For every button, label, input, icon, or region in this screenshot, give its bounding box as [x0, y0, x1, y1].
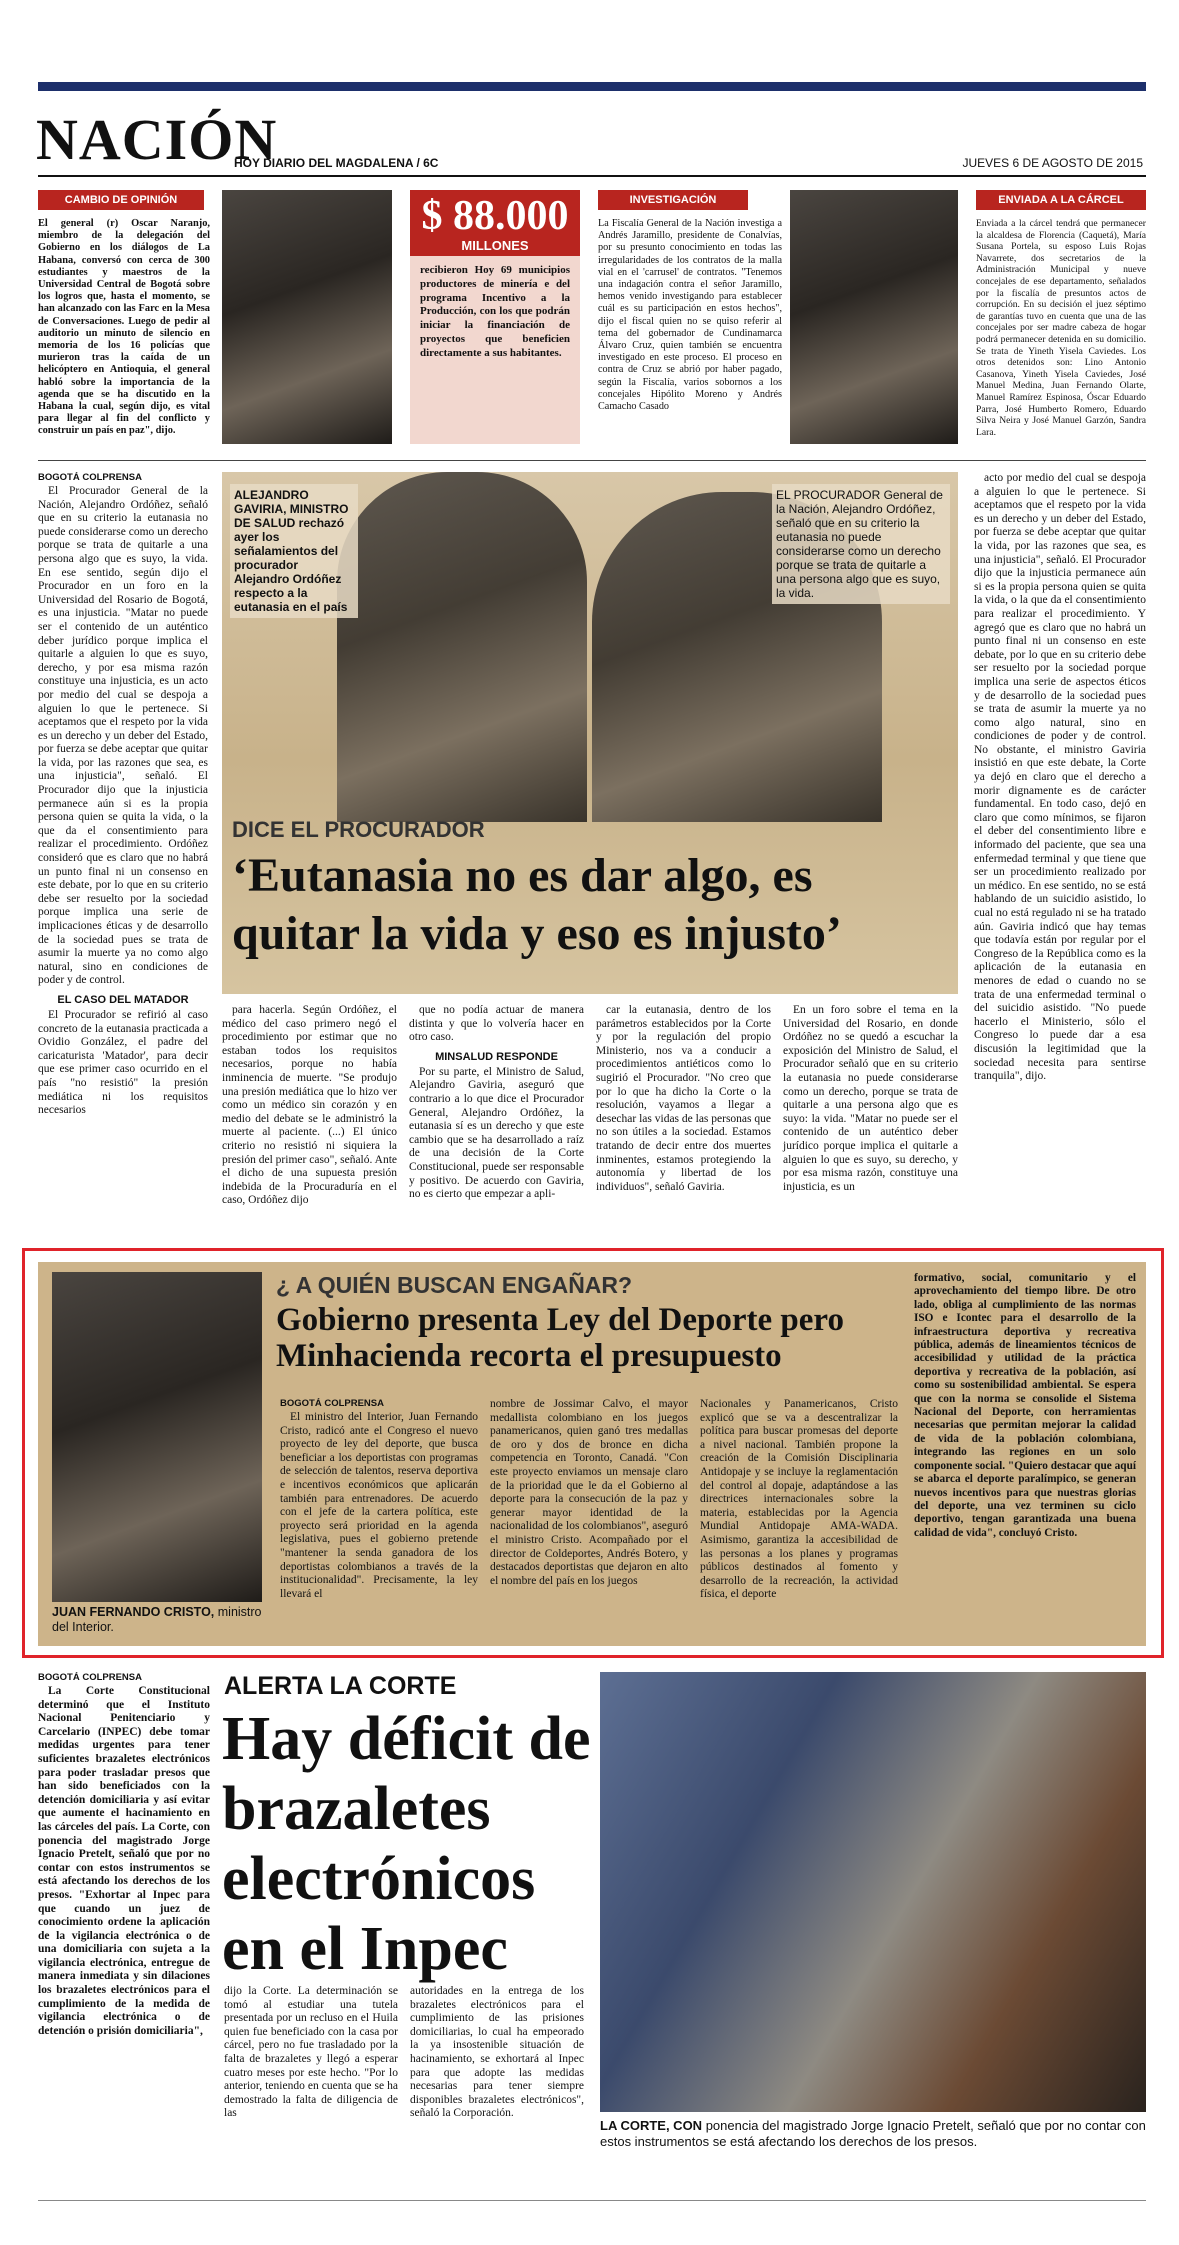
- col-b2b: Por su parte, el Ministro de Salud, Alejandro Gaviria, aseguró que contrario a lo que dice el Procurador General, Alejandro Ordóñez, la eutanasia sí es un derecho y que este cambio que se ha desarrollado a raíz de una decisión de la Corte Constitucional, puede ser responsable y positivo. De acuerdo con Gaviria, no es cierto que empezar a apli-: [409, 1065, 584, 1201]
- cristo-caption: [52, 1605, 262, 1635]
- naranjo-photo: [222, 190, 392, 444]
- inpec-mid-columns: [224, 1985, 584, 2168]
- cristo-caption-role: ministro del Interior.: [52, 1605, 262, 1634]
- investigation-text: La Fiscalía General de la Nación investiga a Andrés Jaramillo, presidente de Conalvías, por su presunto conocimiento en todas las irregularidades de los contratos de la malla vial en el 'carrusel' de contratos. "Tenemos una indagación contra el señor Jaramillo, hemos venido investigando para establecer cuál es su participación en estos hechos", dijo el fiscal quien no se quiso referir al tema del gobernador de Cundinamarca Álvaro Cruz, quien también se encuentra investigado en este proceso. El proceso en contra de Cruz se abrió por haber pagado, según la Fiscalía, varios sobornos a los concejales Hipólito Moreno y Andrés Camacho Casado: [598, 218, 782, 413]
- top-rule: [38, 82, 1146, 91]
- jail-tag: ENVIADA A LA CÁRCEL: [976, 190, 1146, 210]
- col-b2: que no podía actuar de manera distinta y que lo volvería hacer en otro caso.: [409, 1004, 584, 1044]
- col-b1: para hacerla. Según Ordóñez, el médico del caso primero negó el procedimiento por estimar que no estaban todos los requisitos necesarios, porque no había inminencia de muerte. "Se produjo una presión mediática que lo hizo ver como un médico sin corazón y en medio del debate se le administró la muerte al paciente. (...) El único criterio no resistió ni siquiera la presión del primer caso", señaló. Ante el dicho de una supuesta presión indebida de la Procuraduría en el caso, Ordóñez dijo: [222, 1004, 397, 1207]
- inpec-left-column: [38, 1672, 210, 2168]
- money-unit: MILLONES: [461, 238, 529, 253]
- euthanasia-headline: ‘Eutanasia no es dar algo, es quitar la vida y eso es injusto’: [232, 849, 842, 960]
- inpec-caption-bold: LA CORTE, CON: [600, 2118, 703, 2133]
- jaramillo-photo: [790, 190, 958, 444]
- euthanasia-photo: [222, 472, 958, 994]
- euthanasia-bottom-columns: [222, 1004, 958, 1252]
- inpec-col-mid2: autoridades en la entrega de los brazaletes electrónicos para el cumplimiento de las prisiones domiciliarias, lo cual ha empeorado la ya insostenible situación de hacinamiento, se exhortará al Inpec para que adopte las medidas necesarias para tener siempre disponibles brazaletes electrónicos", señaló la Corporación.: [410, 1985, 584, 2120]
- sport-col2: nombre de Jossimar Calvo, el mayor medallista colombiano en los juegos panamericanos, quien ganó tres medallas de oro y dos de bronce en dicha competencia en Toronto, Canadá. "Con este proyecto enviamos un mensaje claro de la prioridad que le da el Gobierno al deporte para la consecución de la paz y generar mayor identidad de la nacionalidad de los colombianos", aseguró el ministro Cristo. Acompañado por el director de Coldeportes, Andrés Botero, y destacados deportistas que dejaron en alto el nombre del país en los juegos: [490, 1398, 688, 1587]
- sport-col1: El ministro del Interior, Juan Fernando Cristo, radicó ante el Congreso el nuevo proyecto de ley del deporte, que busca beneficiar a los deportistas con programas de selección de talentos, reserva deportiva e incentivos económicos que aplicarán también para entrenadores. De acuerdo con el jefe de la cartera política, este proyecto será prioridad en la agenda legislativa, pues el gobierno pretende "mantener la senda ganadora de los deportistas colombianos a través de la institucionalidad". Precisamente, la ley llevará el: [280, 1411, 478, 1600]
- money-text: recibieron Hoy 69 municipios productores de minería e del programa Incentivo a la Producción, con los que podrán iniciar la financiación de proyectos que beneficien directamente a sus habitantes.: [420, 264, 570, 359]
- gaviria-figure: [337, 472, 587, 822]
- inpec-byline: BOGOTÁ COLPRENSA: [38, 1672, 142, 1683]
- col-b3: car la eutanasia, dentro de los parámetros establecidos por la Corte y por la regulación del propio Ministerio, nos va a conducir a procedimientos antiéticos como lo sugirió el Procurador. "No creo que por lo que ha dicho la Corte o la resolución, vayamos a llegar a desechar las vidas de las personas que no son útiles a la sociedad. Estamos tratando de decir entre dos muertes inminentes, estamos protegiendo la autonomía y libertad de los individuos", señaló Gaviria.: [596, 1004, 771, 1193]
- article-body-2: El Procurador se refirió al caso concreto de la eutanasia practicada a Ovidio González, el padre del caricaturista 'Matador', para decir que ese primer caso ocurrido en el país "no resistió" la presión mediática ni los requisitos necesarios: [38, 1008, 208, 1117]
- sport-col3: Nacionales y Panamericanos, Cristo explicó que se va a descentralizar la política para buscar promesas del deporte a nivel nacional. También propone la creación de la Comisión Disciplinaria Antidopaje y se incluye la reglamentación del control al dopaje, adaptándose a las directrices internacionales sobre la materia, establecidas por la Agencia Mundial Antidopaje AMA-WADA. Asimismo, garantiza la accesibilidad de las personas a los planes y programas públicos destinados al fomento y desarrollo de la recreación, la actividad física, el deporte: [700, 1398, 898, 1601]
- euthanasia-kicker: DICE EL PROCURADOR: [232, 817, 485, 842]
- section-title: NACIÓN: [36, 107, 278, 172]
- caption-gaviria: ALEJANDRO GAVIRIA, MINISTRO DE SALUD rechazó ayer los señalamientos del procurador Alejandro Ordóñez respecto a la eutanasia en el país: [230, 484, 358, 618]
- money-header: [410, 190, 580, 256]
- sport-col4: formativo, social, comunitario y el aprovechamiento del tiempo libre. De otro lado, obliga al cumplimiento de las normas ISO e Icontec para el desarrollo de la infraestructura deportiva y recreativa pública, además de lineamientos técnicos de accesibilidad y utilidad de la práctica deportiva y recreativa de la población, así como su sostenibilidad ambiental. Se espera que con la norma se consolide el Sistema Nacional del Deporte, con herramientas necesarias que permitan mejorar la calidad de vida de la población colombiana, integrando las regiones en un solo componente social. "Quiero destacar que aquí se abarca el deporte paralímpico, se generan nuevos incentivos para que nuestras glorias del deporte, una vez terminen su ciclo deportivo, tengan garantizada una buena calidad de vida", concluyó Cristo.: [914, 1272, 1136, 1539]
- euthanasia-left-column: [38, 472, 208, 1252]
- col-b4: En un foro sobre el tema en la Universidad del Rosario, en donde Ordóñez no se quedó a escuchar la exposición del Ministro de Salud, el Procurador señaló que en su criterio la eutanasia no puede considerarse como un derecho, porque se trata de quitarle a una persona algo que es suyo: la vida. "Matar no puede ser el contenido de un auténtico deber jurídico porque implica el quitarle a alguien lo que es suyo, su derecho, y por esa misma razón, constituye una injusticia, es un: [783, 1004, 958, 1193]
- jail-text: Enviada a la cárcel tendrá que permanecer la alcaldesa de Florencia (Caquetá), María Susana Portela, su esposo Luis Rojas Navarrete, dos secretarios de la Administración Municipal y nueve concejales de ese departamento, señalados por la fiscalía de presuntos actos de corrupción. En su decisión el juez séptimo de garantías tuvo en cuenta que una de las concejales por ser madre cabeza de hogar podrá permanecer detenida en su domicilio. Se trata de Yineth Yisela Caviedes. Los otros detenidos son: Lino Antonio Casanova, Yineth Yisela Caviedes, José Manuel Medina, Juan Fernando Olarte, Manuel Ramírez Espinosa, Óscar Eduardo Parra, José Humberto Romero, Eduardo Silva Neira y José Manuel Garzón, Sandra Lara.: [976, 218, 1146, 438]
- subhead-minsalud: MINSALUD RESPONDE: [435, 1050, 558, 1063]
- subhead-matador: EL CASO DEL MATADOR: [57, 993, 189, 1006]
- inpec-col-left: La Corte Constitucional determinó que el Instituto Nacional Penitenciario y Carcelario (INPEC) debe tomar medidas urgentes para tener suficientes brazaletes electrónicos para poder trasladar presos que han sido beneficiados con la detención domiciliaria y así evitar que aumente el hacinamiento en las cárceles del país. La Corte, con ponencia del magistrado Jorge Ignacio Pretelt, señaló que por no contar con estos instrumentos se está afectando los derechos de los presos. "Exhortar al Inpec para que cuando un juez de conocimiento ordene la aplicación de la vigilancia electrónica o de una domiciliaria con sujeta a la vigilancia electrónica, entregue de manera inmediata y sin dilaciones los brazaletes electrónicos para el cumplimiento de la medida de vigilancia electrónica o de detención o prisión domiciliaria",: [38, 1685, 210, 2037]
- money-amount: $ 88.000: [421, 193, 569, 239]
- issue-date: JUEVES 6 DE AGOSTO DE 2015: [962, 156, 1143, 170]
- inpec-col-mid1: dijo la Corte. La determinación se tomó al estudiar una tutela presentada por un recluso en el Huila quien fue beneficiado con la casa por cárcel, pero no fue trasladado por la falta de brazaletes y llegó a esperar cuatro meses por este hecho. "Por lo anterior, teniendo en cuenta que se ha demostrado la falta de diligencia de las: [224, 1985, 398, 2120]
- opinion-text: El general (r) Óscar Naranjo, miembro de la delegación del Gobierno en los diálogos de La Habana, conversó con cerca de 300 estudiantes y maestros de la Universidad Central de Bogotá sobre los logros que, hasta el momento, se han alcanzado con las Farc en la Mesa de Conversaciones. Luego de pedir al auditorio un minuto de silencio en memoria de los 16 policías que murieron tras la caída de un helicóptero en Antioquia, el general habló sobre la importancia de la agenda que se ha discutido en la Habana la cual, según dijo, es vital para llegar al fin del conflicto y construir un país en paz", dijo.: [38, 218, 210, 437]
- sport-kicker: ¿ A QUIÉN BUSCAN ENGAÑAR?: [276, 1272, 633, 1298]
- article-body: El Procurador General de la Nación, Alejandro Ordóñez, señaló que en su criterio la eutanasia no puede considerarse como un derecho porque se trata de quitarle a una persona algo que es suyo, la vida. En ese sentido, según dijo el Procurador en un foro en la Universidad del Rosario de Bogotá, es una injusticia. "Matar no puede ser el contenido de un auténtico deber jurídico porque implica el quitarle a alguien lo que es suyo, derecho, y por esa misma razón constituye una injusticia, es un acto por medio del cual se despoja a alguien lo que le pertenece. Si aceptamos que el respeto por la vida es un derecho y un deber del Estado, por fuerza se debe aceptar que quitar la vida, por las razones que sea, es una injusticia", señaló. El Procurador dijo que la injusticia permanece aún si es la propia persona quien se quita la vida, o la que da el consentimiento para realizar el procedimiento. Ordóñez consideró que es claro que no habrá un punto final ni un consenso en este debate, por lo que en su criterio debe ser resuelto por la sociedad porque implica una serie de implicaciones éticas y de desarrollo de la sociedad pues se trata de asumir la muerte ya no como algo natural, sino en condiciones de poder y de control.: [38, 485, 208, 987]
- caption-ordonez: EL PROCURADOR General de la Nación, Alejandro Ordóñez, señaló que en su criterio la eutanasia no puede considerarse como un derecho porque se trata de quitarle a una persona algo que es suyo, la vida.: [772, 484, 950, 604]
- masthead-rule: [38, 175, 1146, 177]
- money-box: [410, 190, 580, 444]
- opinion-tag: CAMBIO DE OPINIÓN: [38, 190, 204, 210]
- sport-headline: Gobierno presenta Ley del Deporte pero Minhacienda recorta el presupuesto: [276, 1302, 844, 1374]
- investigation-tag: INVESTIGACIÓN: [598, 190, 748, 210]
- cristo-photo: [52, 1272, 262, 1602]
- inpec-caption-text: ponencia del magistrado Jorge Ignacio Pretelt, señaló que por no contar con estos instrumentos se está afectando los derechos de los presos.: [600, 2118, 1146, 2149]
- byline: BOGOTÁ COLPRENSA: [38, 472, 142, 483]
- paper-name: HOY DIARIO DEL MAGDALENA / 6C: [234, 156, 439, 170]
- cristo-caption-name: JUAN FERNANDO CRISTO,: [52, 1605, 215, 1619]
- sport-byline: BOGOTÁ COLPRENSA: [280, 1398, 384, 1409]
- inpec-headline: Hay déficit de brazaletes electrónicos en el Inpec: [222, 1705, 591, 1983]
- sport-columns: [280, 1398, 898, 1638]
- inpec-caption: [600, 2118, 1146, 2150]
- euthanasia-right-column: acto por medio del cual se despoja a alguien lo que le pertenece. Si aceptamos que el respeto por la vida es un derecho y un deber del Estado, por fuerza se debe aceptar que quitar la vida, por las razones que sea, es una injusticia", señaló. El Procurador dijo que la injusticia permanece aún si es la propia persona quien se quita la vida, o la que da el consentimiento para realizar el procedimiento. Y agregó que es claro que no habrá un punto final ni un consenso en este debate, por lo que en su criterio debe ser resuelto por la sociedad porque implica una serie de aspectos éticos y de desarrollo de la sociedad pues se trata de asumir la muerte ya no como algo natural, sino en condiciones de poder y de control. No obstante, el ministro Gaviria insistió en que este debate, la Corte ya dejó en claro que el derecho a morir dignamente es de carácter fundamental. En todo caso, dejó en claro que como mínimos, se fijaron el deber del consentimiento libre e informado del paciente, que sea una enfermedad terminal y que tiene que ser un procedimiento realizado por un médico. En ese sentido, no se está hablando de un suicidio asistido, lo cual no está regulado ni se ha tratado aún. Gaviria indicó que hay temas que todavía están por regular por el Congreso de la República como es la aplicación de la eutanasia en menores de edad o cuando no se trata de una enfermedad terminal o del suicidio asistido. "No puede hacerlo el Ministerio, sólo el Congreso lo puede dar a esa discusión la legitimidad que la sociedad necesita para sentirse tranquila", dijo.: [974, 472, 1146, 1083]
- bottom-rule: [38, 2200, 1146, 2201]
- briefs-rule: [38, 460, 1146, 461]
- inpec-photo: [600, 1672, 1146, 2112]
- inpec-kicker: ALERTA LA CORTE: [224, 1672, 457, 1700]
